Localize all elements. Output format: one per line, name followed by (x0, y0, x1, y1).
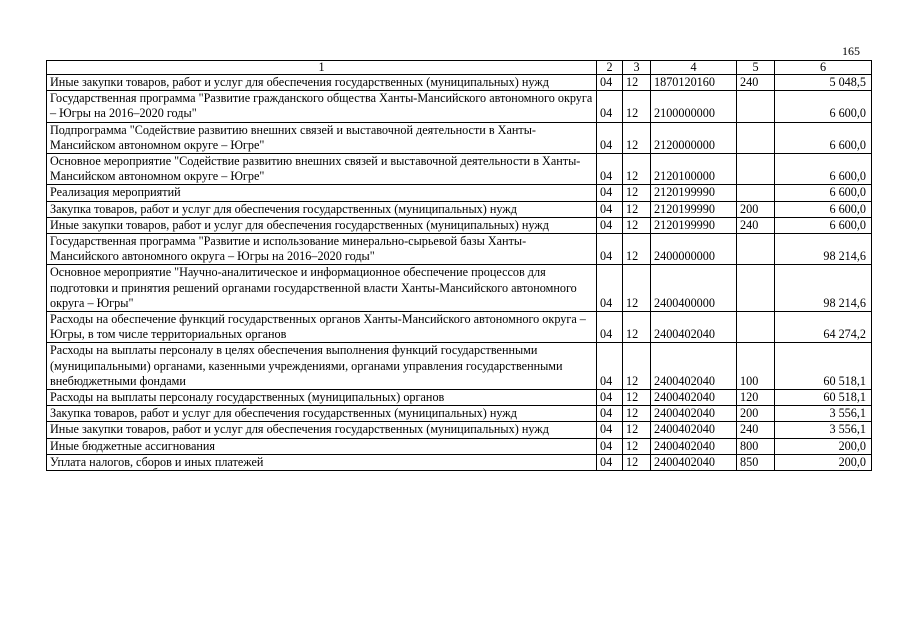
table-row (47, 217, 872, 233)
expense-type-cell: 120 (737, 390, 775, 406)
section-code-cell: 04 (597, 185, 623, 201)
expense-name-cell: Закупка товаров, работ и услуг для обеспечения государственных (муниципальных) нужд (47, 406, 597, 422)
target-article-cell: 2120199990 (651, 201, 737, 217)
section-code-cell: 04 (597, 454, 623, 470)
subsection-code-cell: 12 (623, 91, 651, 122)
amount-cell: 6 600,0 (775, 91, 872, 122)
expense-name-cell: Иные закупки товаров, работ и услуг для обеспечения государственных (муниципальных) нужд (47, 422, 597, 438)
subsection-code-cell: 12 (623, 454, 651, 470)
section-code-cell: 04 (597, 422, 623, 438)
expense-type-cell (737, 265, 775, 312)
table-row (47, 234, 872, 265)
target-article-cell: 2400000000 (651, 234, 737, 265)
target-article-cell: 2120199990 (651, 217, 737, 233)
target-article-cell: 2400402040 (651, 406, 737, 422)
subsection-code-cell: 12 (623, 390, 651, 406)
section-code-cell: 04 (597, 154, 623, 185)
table-row (47, 438, 872, 454)
column-header: 6 (775, 61, 872, 75)
table-row (47, 185, 872, 201)
amount-cell: 60 518,1 (775, 343, 872, 390)
expense-type-cell: 100 (737, 343, 775, 390)
expense-type-cell (737, 234, 775, 265)
amount-cell: 3 556,1 (775, 422, 872, 438)
page-number: 165 (842, 44, 860, 58)
target-article-cell: 2100000000 (651, 91, 737, 122)
section-code-cell: 04 (597, 343, 623, 390)
subsection-code-cell: 12 (623, 201, 651, 217)
expense-name-cell: Подпрограмма "Содействие развитию внешних связей и выставочной деятельности в Ханты-Мансийском автономном округе – Югре" (47, 122, 597, 153)
amount-cell: 200,0 (775, 438, 872, 454)
subsection-code-cell: 12 (623, 217, 651, 233)
expense-type-cell (737, 91, 775, 122)
amount-cell: 98 214,6 (775, 234, 872, 265)
table-row (47, 201, 872, 217)
section-code-cell: 04 (597, 265, 623, 312)
expense-name-cell: Закупка товаров, работ и услуг для обеспечения государственных (муниципальных) нужд (47, 201, 597, 217)
expense-type-cell: 200 (737, 201, 775, 217)
target-article-cell: 2120199990 (651, 185, 737, 201)
budget-table (46, 60, 872, 471)
subsection-code-cell: 12 (623, 406, 651, 422)
section-code-cell: 04 (597, 201, 623, 217)
expense-name-cell: Государственная программа "Развитие и использование минерально-сырьевой базы Ханты-Мансийского автономного округа – Югры на 2016–2020 годы" (47, 234, 597, 265)
section-code-cell: 04 (597, 406, 623, 422)
amount-cell: 6 600,0 (775, 154, 872, 185)
subsection-code-cell: 12 (623, 438, 651, 454)
target-article-cell: 2400402040 (651, 312, 737, 343)
table-row (47, 390, 872, 406)
target-article-cell: 2400402040 (651, 390, 737, 406)
amount-cell: 6 600,0 (775, 122, 872, 153)
subsection-code-cell: 12 (623, 185, 651, 201)
subsection-code-cell: 12 (623, 154, 651, 185)
expense-name-cell: Иные бюджетные ассигнования (47, 438, 597, 454)
table-row (47, 154, 872, 185)
expense-name-cell: Расходы на выплаты персоналу государственных (муниципальных) органов (47, 390, 597, 406)
section-code-cell: 04 (597, 217, 623, 233)
expense-name-cell: Иные закупки товаров, работ и услуг для обеспечения государственных (муниципальных) нужд (47, 217, 597, 233)
expense-name-cell: Государственная программа "Развитие гражданского общества Ханты-Мансийского автономного округа – Югры на 2016–2020 годы" (47, 91, 597, 122)
subsection-code-cell: 12 (623, 234, 651, 265)
table-row (47, 91, 872, 122)
amount-cell: 98 214,6 (775, 265, 872, 312)
column-header: 1 (47, 61, 597, 75)
target-article-cell: 1870120160 (651, 75, 737, 91)
expense-name-cell: Расходы на обеспечение функций государственных органов Ханты-Мансийского автономного округа – Югры, в том числе территориальных органов (47, 312, 597, 343)
column-header: 2 (597, 61, 623, 75)
subsection-code-cell: 12 (623, 312, 651, 343)
target-article-cell: 2400402040 (651, 454, 737, 470)
section-code-cell: 04 (597, 234, 623, 265)
section-code-cell: 04 (597, 75, 623, 91)
target-article-cell: 2400402040 (651, 343, 737, 390)
table-header-row (47, 61, 872, 75)
amount-cell: 3 556,1 (775, 406, 872, 422)
amount-cell: 64 274,2 (775, 312, 872, 343)
table-row (47, 406, 872, 422)
subsection-code-cell: 12 (623, 122, 651, 153)
amount-cell: 6 600,0 (775, 201, 872, 217)
expense-type-cell (737, 122, 775, 153)
table-row (47, 265, 872, 312)
amount-cell: 6 600,0 (775, 217, 872, 233)
expense-name-cell: Уплата налогов, сборов и иных платежей (47, 454, 597, 470)
column-header: 4 (651, 61, 737, 75)
expense-name-cell: Основное мероприятие "Содействие развитию внешних связей и выставочной деятельности в Ханты-Мансийском автономном округе – Югре" (47, 154, 597, 185)
table-row (47, 454, 872, 470)
target-article-cell: 2400402040 (651, 438, 737, 454)
section-code-cell: 04 (597, 438, 623, 454)
subsection-code-cell: 12 (623, 75, 651, 91)
amount-cell: 6 600,0 (775, 185, 872, 201)
section-code-cell: 04 (597, 91, 623, 122)
expense-name-cell: Иные закупки товаров, работ и услуг для обеспечения государственных (муниципальных) нужд (47, 75, 597, 91)
target-article-cell: 2400402040 (651, 422, 737, 438)
amount-cell: 60 518,1 (775, 390, 872, 406)
subsection-code-cell: 12 (623, 265, 651, 312)
expense-type-cell (737, 154, 775, 185)
subsection-code-cell: 12 (623, 343, 651, 390)
target-article-cell: 2400400000 (651, 265, 737, 312)
section-code-cell: 04 (597, 390, 623, 406)
subsection-code-cell: 12 (623, 422, 651, 438)
expense-type-cell: 800 (737, 438, 775, 454)
expense-type-cell: 240 (737, 75, 775, 91)
expense-type-cell: 850 (737, 454, 775, 470)
expense-name-cell: Реализация мероприятий (47, 185, 597, 201)
amount-cell: 5 048,5 (775, 75, 872, 91)
expense-type-cell: 200 (737, 406, 775, 422)
target-article-cell: 2120100000 (651, 154, 737, 185)
expense-type-cell: 240 (737, 422, 775, 438)
table-row (47, 122, 872, 153)
section-code-cell: 04 (597, 312, 623, 343)
amount-cell: 200,0 (775, 454, 872, 470)
table-row (47, 343, 872, 390)
table-row (47, 422, 872, 438)
table-row (47, 312, 872, 343)
expense-type-cell (737, 185, 775, 201)
section-code-cell: 04 (597, 122, 623, 153)
column-header: 5 (737, 61, 775, 75)
expense-type-cell (737, 312, 775, 343)
expense-name-cell: Основное мероприятие "Научно-аналитическое и информационное обеспечение процессов для подготовки и принятия решений органами государственной власти Ханты-Мансийского автономного округа – Югры" (47, 265, 597, 312)
expense-name-cell: Расходы на выплаты персоналу в целях обеспечения выполнения функций государственными (муниципальными) органами, казенными учреждениями, органами управления государственными внебюджетными фондами (47, 343, 597, 390)
target-article-cell: 2120000000 (651, 122, 737, 153)
table-row (47, 75, 872, 91)
expense-type-cell: 240 (737, 217, 775, 233)
column-header: 3 (623, 61, 651, 75)
